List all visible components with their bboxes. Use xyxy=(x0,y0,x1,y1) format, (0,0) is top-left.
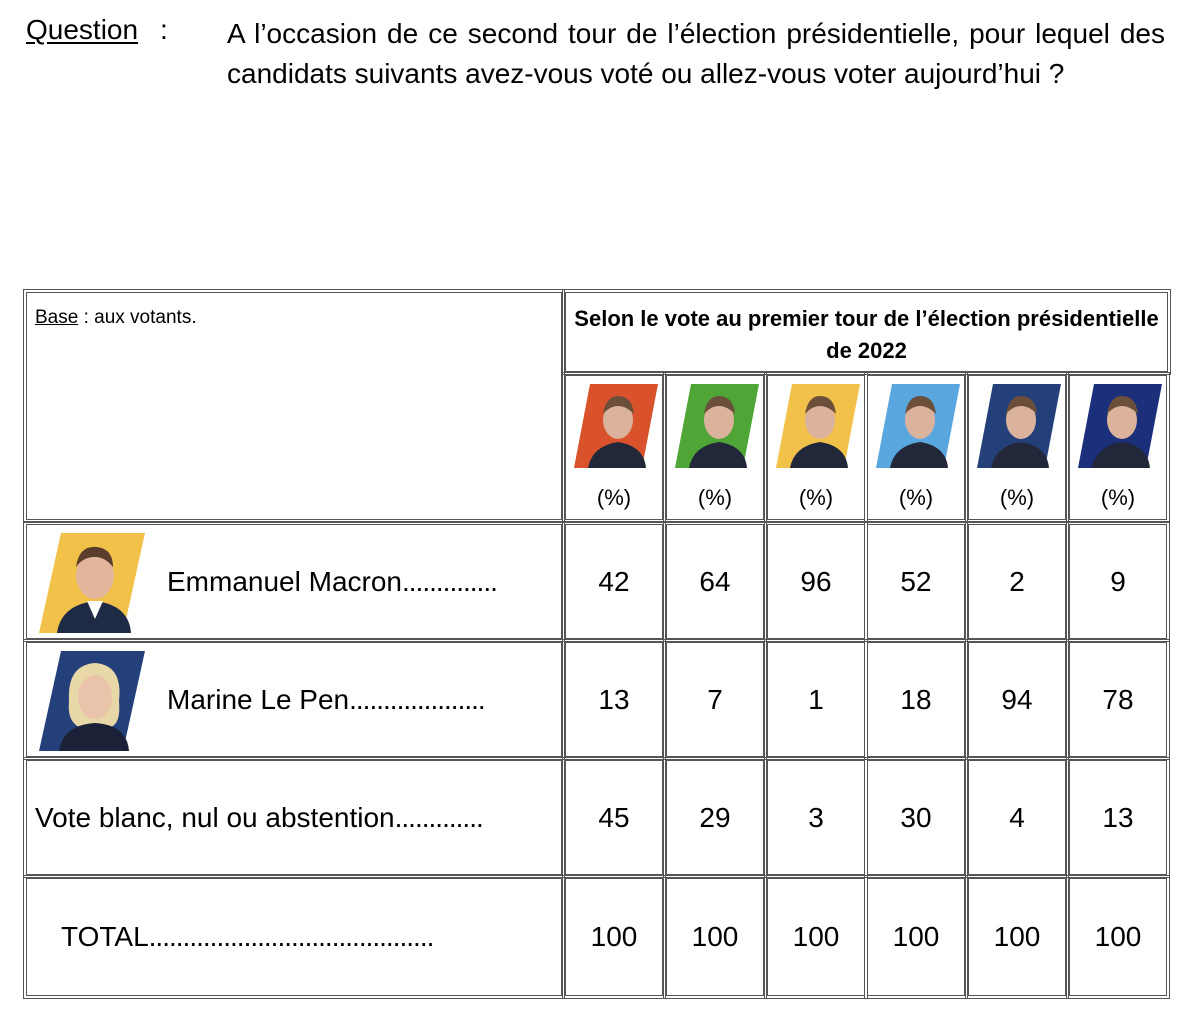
value-cell: 7 xyxy=(666,642,764,757)
lepen-portrait-icon xyxy=(39,651,145,751)
percent-unit-label: (%) xyxy=(596,485,632,510)
value-cell: 78 xyxy=(1069,642,1167,757)
row-label-total: TOTAL .......................................... xyxy=(26,878,562,996)
column-header-1 xyxy=(565,375,663,520)
percent-unit-label: (%) xyxy=(798,485,834,510)
candidate-portrait-icon xyxy=(675,384,759,468)
value-cell: 45 xyxy=(565,760,663,875)
percent-unit-label: (%) xyxy=(697,485,733,510)
results-table xyxy=(26,292,1168,998)
value-cell: 100 xyxy=(767,878,865,996)
column-header-3 xyxy=(767,375,865,520)
candidate-portrait-icon xyxy=(876,384,960,468)
base-label: Base xyxy=(35,307,79,328)
question-label: Question xyxy=(26,14,139,45)
value-cell: 13 xyxy=(1069,760,1167,875)
value-cell: 4 xyxy=(968,760,1066,875)
macron-portrait-icon xyxy=(39,533,145,633)
value-cell: 100 xyxy=(968,878,1066,996)
column-header-4 xyxy=(867,375,965,520)
value-cell: 64 xyxy=(666,524,764,639)
row-label-macron: Emmanuel Macron .............. xyxy=(26,524,562,639)
question-colon: : xyxy=(160,14,168,45)
value-cell: 29 xyxy=(666,760,764,875)
column-header-5 xyxy=(968,375,1066,520)
header-title: Selon le vote au premier tour de l’élection présidentielle de 2022 xyxy=(565,292,1168,372)
value-cell: 100 xyxy=(867,878,965,996)
value-cell: 100 xyxy=(1069,878,1167,996)
question-text: A l’occasion de ce second tour de l’élection présidentielle, pour lequel des candidats suivants avez-vous voté ou allez-vous voter aujourd’hui ? xyxy=(227,18,1165,89)
value-cell: 18 xyxy=(867,642,965,757)
value-cell: 13 xyxy=(565,642,663,757)
value-cell: 3 xyxy=(767,760,865,875)
column-header-2 xyxy=(666,375,764,520)
percent-unit-label: (%) xyxy=(1100,485,1136,510)
candidate-portrait-icon xyxy=(776,384,860,468)
base-text: : aux votants. xyxy=(78,307,197,328)
value-cell: 100 xyxy=(565,878,663,996)
value-cell: 1 xyxy=(767,642,865,757)
candidate-portrait-icon xyxy=(574,384,658,468)
value-cell: 100 xyxy=(666,878,764,996)
percent-unit-label: (%) xyxy=(999,485,1035,510)
value-cell: 94 xyxy=(968,642,1066,757)
value-cell: 42 xyxy=(565,524,663,639)
candidate-portrait-icon xyxy=(977,384,1061,468)
value-cell: 30 xyxy=(867,760,965,875)
row-label-lepen: Marine Le Pen .................... xyxy=(26,642,562,757)
row-label-blank: Vote blanc, nul ou abstention ............. xyxy=(26,760,562,875)
value-cell: 9 xyxy=(1069,524,1167,639)
percent-unit-label: (%) xyxy=(898,485,934,510)
value-cell: 2 xyxy=(968,524,1066,639)
candidate-portrait-icon xyxy=(1078,384,1162,468)
base-cell xyxy=(26,292,562,520)
value-cell: 52 xyxy=(867,524,965,639)
value-cell: 96 xyxy=(767,524,865,639)
column-header-6 xyxy=(1069,375,1167,520)
